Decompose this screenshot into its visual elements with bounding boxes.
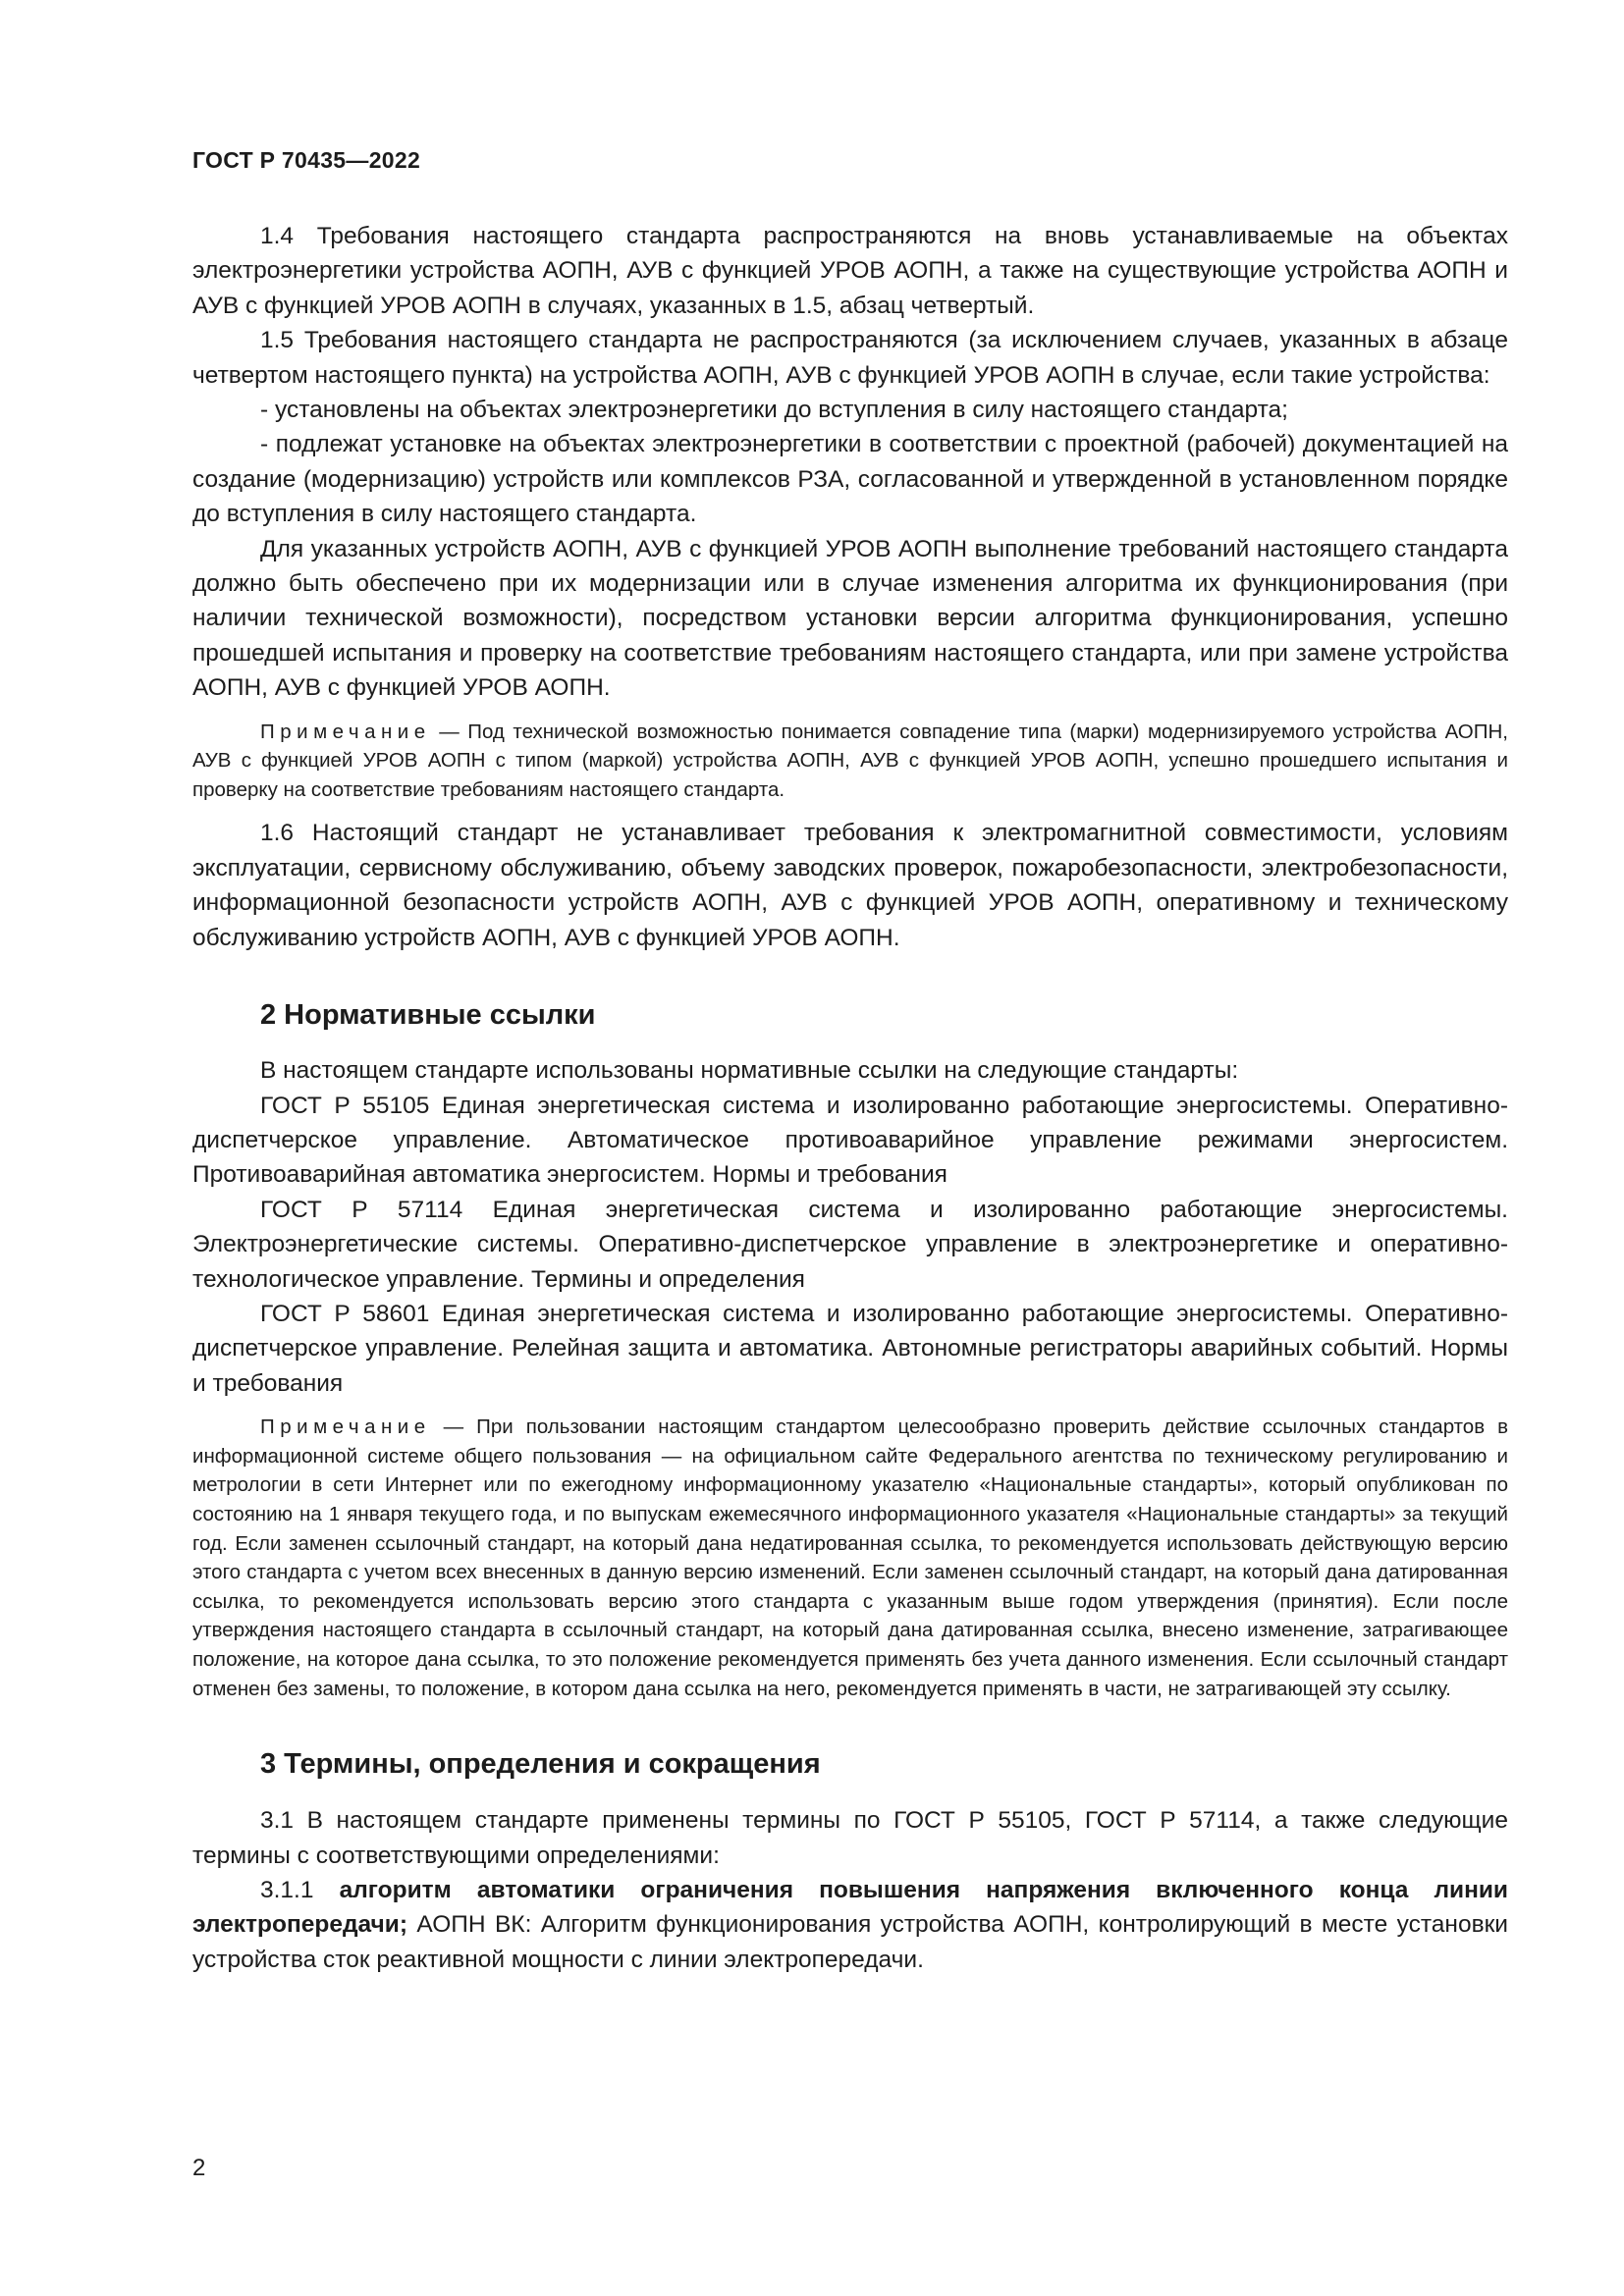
reference-gost-55105: ГОСТ Р 55105 Единая энергетическая система и изолированно работающие энергосистемы. Оперативно-диспетчерское управление. Автоматическое противоаварийное управление режимами энергосистем. Противоаварийная автоматика энергосистем. Нормы и требования bbox=[192, 1092, 1508, 1189]
reference-gost-58601: ГОСТ Р 58601 Единая энергетическая система и изолированно работающие энергосистемы. Оперативно-диспетчерское управление. Релейная защита и автоматика. Автономные регистраторы аварийных событий. Нормы и требования bbox=[192, 1300, 1508, 1397]
paragraph-1-6: 1.6 Настоящий стандарт не устанавливает требования к электромагнитной совместимости, условиям эксплуатации, сервисному обслуживанию, объему заводских проверок, пожаробезопасности, электробезопасности, информационной безопасности устройств АОПН, АУВ с функцией УРОВ АОПН, оперативному и техническому обслуживанию устройств АОПН, АУВ с функцией УРОВ АОПН. bbox=[192, 820, 1508, 951]
term-definition: АОПН ВК: Алгоритм функционирования устройства АОПН, контролирующий в месте установки устройства сток реактивной мощности с линии электропередачи. bbox=[192, 1911, 1508, 1973]
page-number: 2 bbox=[192, 2155, 206, 2181]
term-name: алгоритм автоматики ограничения повышения напряжения включенного конца линии электропередачи; bbox=[192, 1876, 1508, 1939]
paragraph-3-1: 3.1 В настоящем стандарте применены термины по ГОСТ Р 55105, ГОСТ Р 57114, а также следующие термины с соответствующими определениями: bbox=[192, 1807, 1508, 1869]
paragraph-1-5-continuation: Для указанных устройств АОПН, АУВ с функцией УРОВ АОПН выполнение требований настоящего стандарта должно быть обеспечено при их модернизации или в случае изменения алгоритма их функционирования (при наличии технической возможности), посредством установки версии алгоритма функционирования, успешно прошедшей испытания и проверку на соответствие требованиям настоящего стандарта, или при замене устройства АОПН, АУВ с функцией УРОВ АОПН. bbox=[192, 535, 1508, 702]
reference-gost-57114: ГОСТ Р 57114 Единая энергетическая система и изолированно работающие энергосистемы. Электроэнергетические системы. Оперативно-диспетчерское управление в электроэнергетике и оперативно-технологическое управление. Термины и определения bbox=[192, 1196, 1508, 1293]
list-item: - установлены на объектах электроэнергетики до вступления в силу настоящего стандарта; bbox=[260, 397, 1288, 424]
term-number: 3.1.1 bbox=[260, 1876, 340, 1903]
page-content bbox=[192, 219, 1508, 1977]
section-2-heading: 2 Нормативные ссылки bbox=[260, 999, 596, 1032]
paragraph-1-5: 1.5 Требования настоящего стандарта не распространяются (за исключением случаев, указанных в абзаце четвертом настоящего пункта) на устройства АОПН, АУВ с функцией УРОВ АОПН в случае, если такие устройства: bbox=[192, 327, 1508, 389]
document-code-header: ГОСТ Р 70435—2022 bbox=[192, 147, 421, 173]
term-3-1-1 bbox=[192, 1873, 1508, 1977]
list-item: - подлежат установке на объектах электроэнергетики в соответствии с проектной (рабочей) документацией на создание (модернизацию) устройств или комплексов РЗА, согласованной и утвержденной в установленном порядке до вступления в силу настоящего стандарта. bbox=[192, 431, 1508, 528]
references-intro: В настоящем стандарте использованы нормативные ссылки на следующие стандарты: bbox=[260, 1057, 1239, 1085]
paragraph-1-4: 1.4 Требования настоящего стандарта распространяются на вновь устанавливаемые на объектах электроэнергетики устройства АОПН, АУВ с функцией УРОВ АОПН, а также на существующие устройства АОПН и АУВ с функцией УРОВ АОПН в случаях, указанных в 1.5, абзац четвертый. bbox=[192, 223, 1508, 319]
note-label: Примечание bbox=[260, 720, 431, 743]
note-label: Примечание bbox=[260, 1415, 431, 1439]
note-2 bbox=[192, 1413, 1508, 1703]
section-3-heading: 3 Термины, определения и сокращения bbox=[260, 1748, 821, 1781]
note-text: — При пользовании настоящим стандартом целесообразно проверить действие ссылочных стандартов в информационной системе общего пользования — на официальном сайте Федерального агентства по техническому регулированию и метрологии в сети Интернет или по ежегодному информационному указателю «Национальные стандарты», который опубликован по состоянию на 1 января текущего года, и по выпускам ежемесячного информационного указателя «Национальные стандарты» за текущий год. Если заменен ссылочный стандарт, на который дана недатированная ссылка, то рекомендуется использовать действующую версию этого стандарта с учетом всех внесенных в данную версию изменений. Если заменен ссылочный стандарт, на который дана датированная ссылка, то рекомендуется использовать версию этого стандарта с указанным выше годом утверждения (принятия). Если после утверждения настоящего стандарта в ссылочный стандарт, на который дана датированная ссылка, внесено изменение, затрагивающее положение, на которое дана ссылка, то это положение рекомендуется применять без учета данного изменения. Если ссылочный стандарт отменен без замены, то положение, в котором дана ссылка на него, рекомендуется применять в части, не затрагивающей эту ссылку. bbox=[192, 1415, 1508, 1700]
note-text: — Под технической возможностью понимается совпадение типа (марки) модернизируемого устройства АОПН, АУВ с функцией УРОВ АОПН с типом (маркой) устройства АОПН, АУВ с функцией УРОВ АОПН, успешно прошедшего испытания и проверку на соответствие требованиям настоящего стандарта. bbox=[192, 720, 1508, 801]
note-1 bbox=[192, 718, 1508, 805]
